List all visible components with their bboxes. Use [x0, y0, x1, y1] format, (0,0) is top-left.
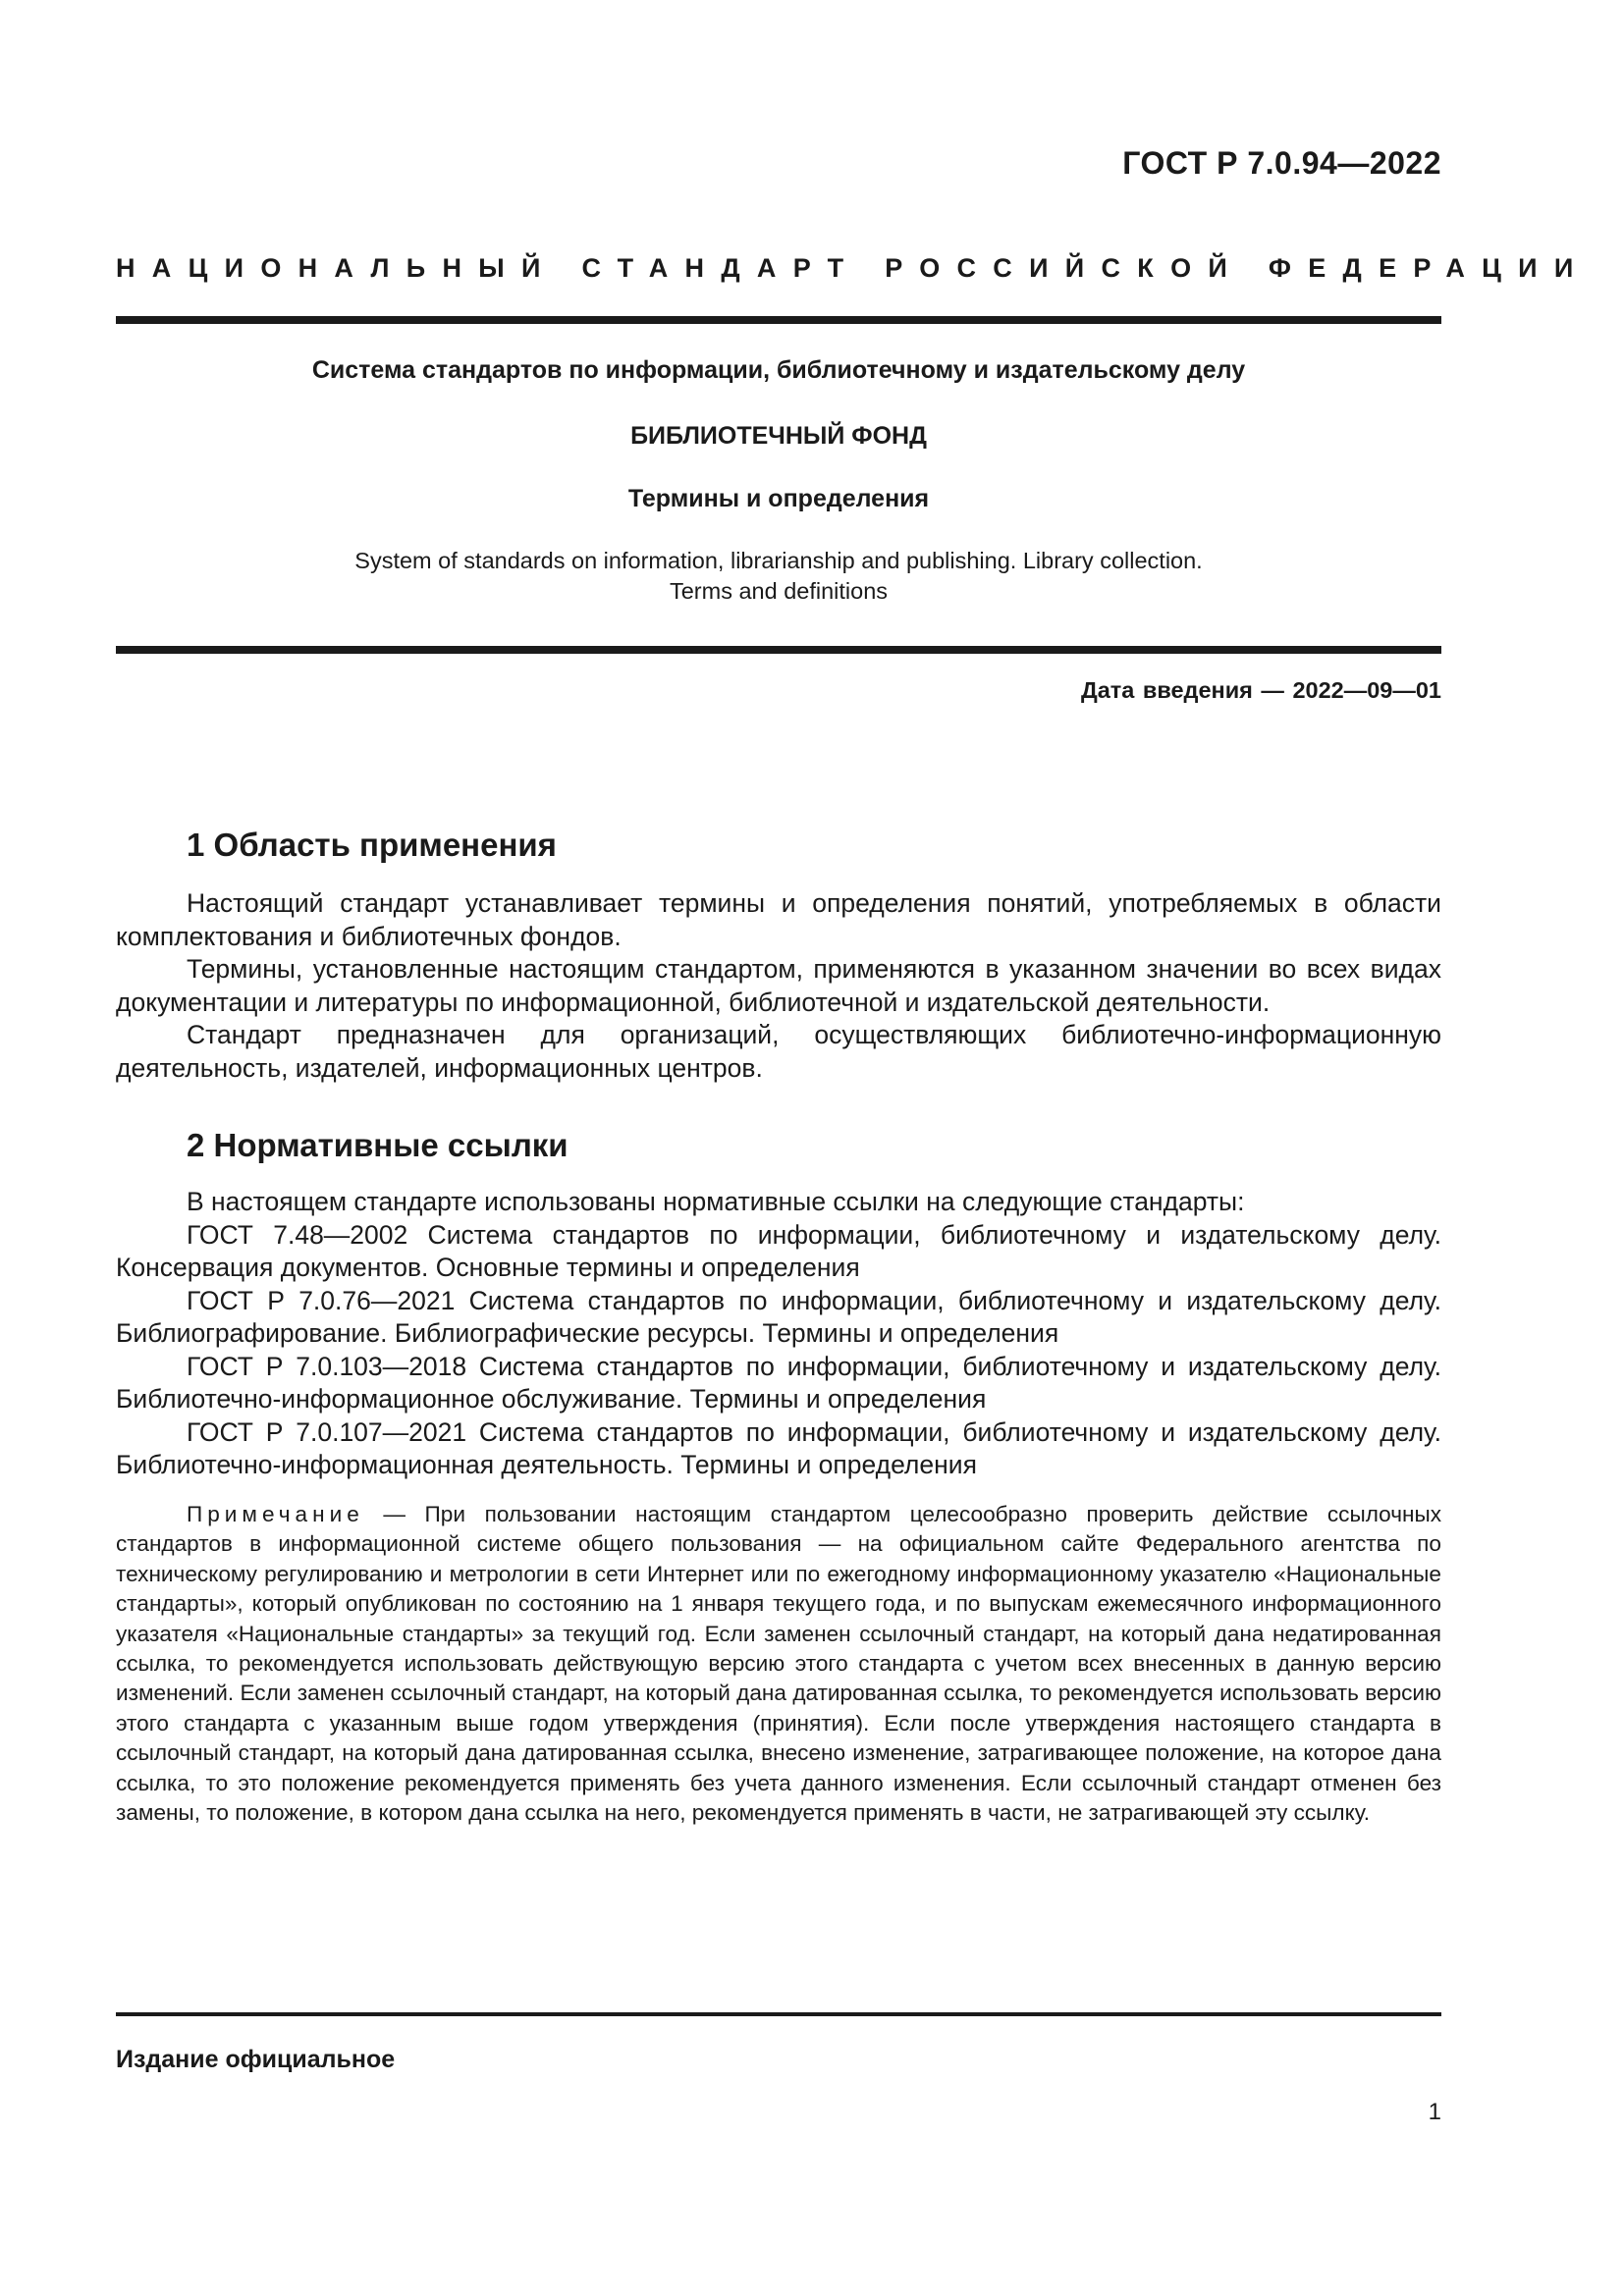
reference-note — [116, 1500, 1441, 1828]
normative-reference: ГОСТ Р 7.0.103—2018 Система стандартов по информации, библиотечному и издательскому делу. Библиотечно-информационное обслуживание. Термины и определения — [116, 1351, 1441, 1414]
title-bottom-rule — [116, 646, 1441, 654]
introduction-date: Дата введения — 2022—09—01 — [1080, 677, 1441, 703]
english-title-line-2: Terms and definitions — [669, 578, 889, 604]
section-1-paragraph-2: Термины, установленные настоящим стандартом, применяются в указанном значении во всех видах документации и литературы по информационной, библиотечной и издательской деятельности. — [116, 954, 1441, 1017]
section-2-intro: В настоящем стандарте использованы нормативные ссылки на следующие стандарты: — [187, 1187, 1245, 1216]
main-title: БИБЛИОТЕЧНЫЙ ФОНД — [630, 422, 927, 450]
section-1-paragraph-3: Стандарт предназначен для организаций, осуществляющих библиотечно-информационную деятельность, издателей, информационных центров. — [116, 1020, 1441, 1083]
footer-rule — [116, 2012, 1441, 2016]
top-rule — [116, 316, 1441, 324]
section-2-body — [116, 1186, 1441, 1482]
document-number: ГОСТ Р 7.0.94—2022 — [1122, 145, 1441, 181]
english-title-line-1: System of standards on information, librarianship and publishing. Library collection. — [354, 548, 1203, 573]
sub-title: Термины и определения — [627, 485, 930, 512]
normative-reference: ГОСТ Р 7.0.76—2021 Система стандартов по информации, библиотечному и издательскому делу. Библиографирование. Библиографические ресурсы. Термины и определения — [116, 1285, 1441, 1348]
section-1-body — [116, 887, 1441, 1085]
page-number: 1 — [1428, 2099, 1441, 2125]
section-2-heading: 2 Нормативные ссылки — [187, 1127, 568, 1163]
national-standard-header: НАЦИОНАЛЬНЫЙ СТАНДАРТ РОССИЙСКОЙ ФЕДЕРАЦИИ — [116, 253, 1591, 283]
note-text: — При пользовании настоящим стандартом целесообразно проверить действие ссылочных стандартов в информационной системе общего пользования — на официальном сайте Федерального агентства по техническому регулированию и метрологии в сети Интернет или по ежегодному информационному указателю «Национальные стандарты», который опубликован по состоянию на 1 января текущего года, и по выпускам ежемесячного информационного указателя «Национальные стандарты» за текущий год. Если заменен ссылочный стандарт, на который дана недатированная ссылка, то рекомендуется использовать действующую версию этого стандарта с учетом всех внесенных в данную версию изменений. Если заменен ссылочный стандарт, на который дана датированная ссылка, то рекомендуется использовать версию этого стандарта с указанным выше годом утверждения (принятия). Если после утверждения настоящего стандарта в ссылочный стандарт, на который дана датированная ссылка, внесено изменение, затрагивающее положение, на которое дана ссылка, то это положение рекомендуется применять без учета данного изменения. Если ссылочный стандарт отменен без замены, то положение, в котором дана ссылка на него, рекомендуется применять в части, не затрагивающей эту ссылку. — [116, 1502, 1441, 1826]
normative-reference: ГОСТ 7.48—2002 Система стандартов по информации, библиотечному и издательскому делу. Консервация документов. Основные термины и определения — [116, 1219, 1441, 1282]
english-title — [116, 546, 1441, 607]
note-label: Примечание — [187, 1502, 364, 1526]
normative-reference: ГОСТ Р 7.0.107—2021 Система стандартов по информации, библиотечному и издательскому делу. Библиотечно-информационная деятельность. Термины и определения — [116, 1416, 1441, 1479]
section-1-paragraph-1: Настоящий стандарт устанавливает термины и определения понятий, употребляемых в области комплектования и библиотечных фондов. — [116, 888, 1441, 951]
series-title: Система стандартов по информации, библиотечному и издательскому делу — [311, 356, 1246, 384]
section-1-heading: 1 Область применения — [187, 827, 557, 863]
official-edition-label: Издание официальное — [116, 2046, 396, 2073]
